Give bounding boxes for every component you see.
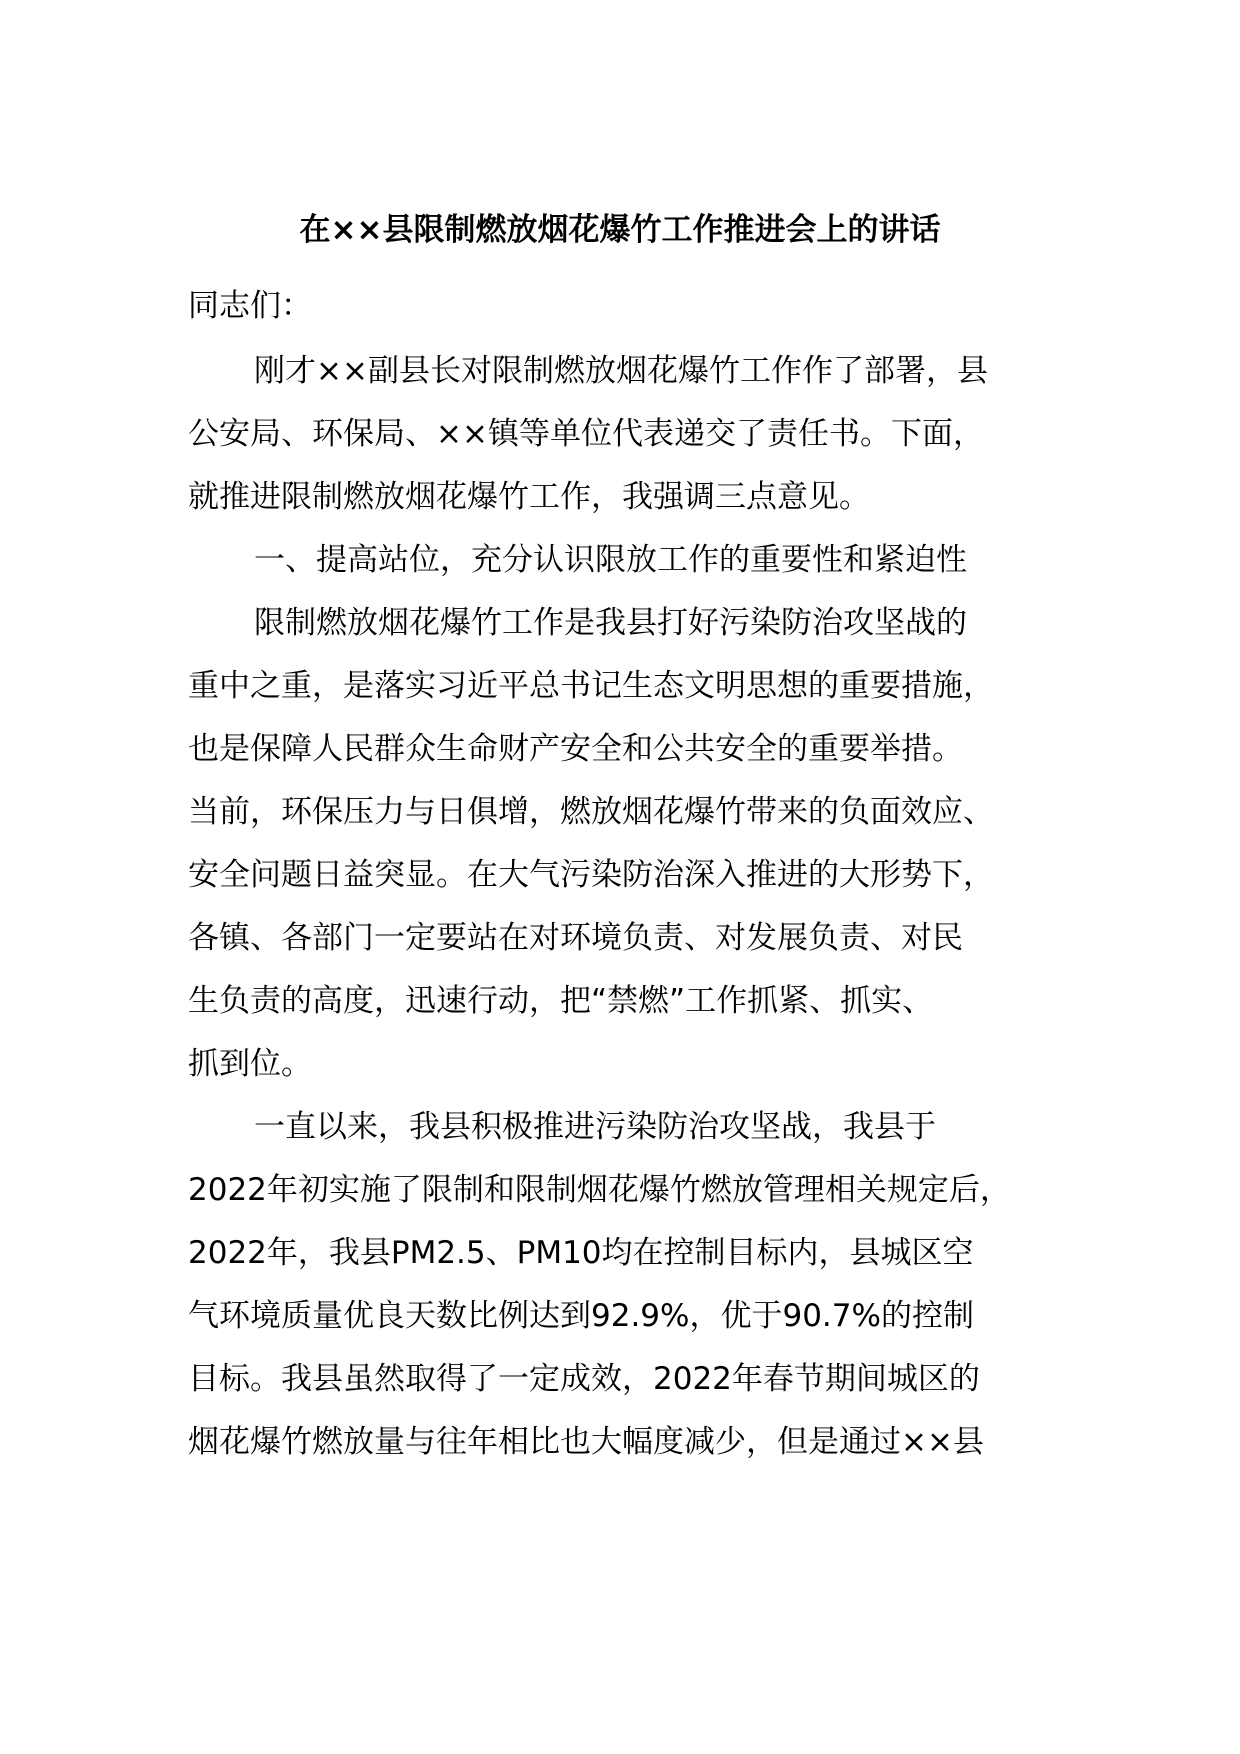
section-heading: 一、提高站位，充分认识限放工作的重要性和紧迫性 <box>254 542 967 578</box>
paragraph-line: 刚才××副县长对限制燃放烟花爆竹工作作了部署，县 <box>254 353 988 389</box>
salutation: 同志们： <box>188 288 312 324</box>
paragraph-line: 气环境质量优良天数比例达到92.9%，优于90.7%的控制 <box>188 1298 974 1334</box>
paragraph-line: 一直以来，我县积极推进污染防治攻坚战，我县于 <box>254 1109 936 1145</box>
paragraph-line: 2022年初实施了限制和限制烟花爆竹燃放管理相关规定后， <box>188 1172 1011 1208</box>
paragraph-line: 当前，环保压力与日俱增，燃放烟花爆竹带来的负面效应、 <box>188 794 994 830</box>
paragraph-line: 2022年，我县PM2.5、PM10均在控制目标内，县城区空 <box>188 1235 974 1271</box>
paragraph-line: 抓到位。 <box>188 1046 312 1082</box>
paragraph-line: 烟花爆竹燃放量与往年相比也大幅度减少，但是通过××县 <box>188 1424 984 1460</box>
paragraph-line: 公安局、环保局、××镇等单位代表递交了责任书。下面， <box>188 416 984 452</box>
paragraph-line: 就推进限制燃放烟花爆竹工作，我强调三点意见。 <box>188 479 870 515</box>
paragraph-line: 限制燃放烟花爆竹工作是我县打好污染防治攻坚战的 <box>254 605 967 641</box>
paragraph-line: 目标。我县虽然取得了一定成效，2022年春节期间城区的 <box>188 1361 980 1397</box>
paragraph-line: 生负责的高度，迅速行动，把“禁燃”工作抓紧、抓实、 <box>188 983 934 1019</box>
paragraph-line: 各镇、各部门一定要站在对环境负责、对发展负责、对民 <box>188 920 963 956</box>
paragraph-line: 也是保障人民群众生命财产安全和公共安全的重要举措。 <box>188 731 963 767</box>
paragraph-line: 重中之重，是落实习近平总书记生态文明思想的重要措施， <box>188 668 994 704</box>
paragraph-line: 安全问题日益突显。在大气污染防治深入推进的大形势下， <box>188 857 994 893</box>
speech-title: 在××县限制燃放烟花爆竹工作推进会上的讲话 <box>299 212 941 248</box>
